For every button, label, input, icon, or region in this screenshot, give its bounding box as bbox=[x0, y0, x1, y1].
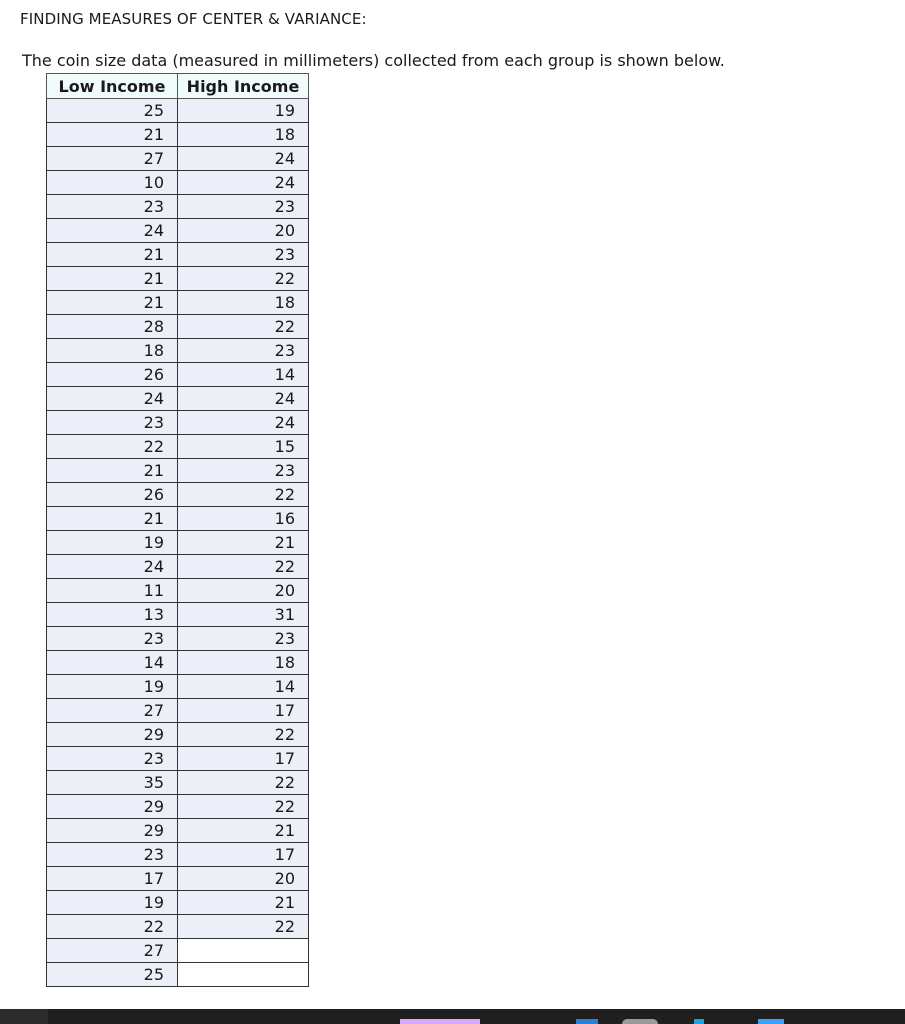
high-income-cell: 14 bbox=[178, 675, 309, 699]
high-income-cell: 22 bbox=[178, 483, 309, 507]
table-row bbox=[47, 435, 309, 459]
table-row bbox=[47, 339, 309, 363]
coin-size-table-container[interactable] bbox=[46, 73, 309, 1009]
table-row bbox=[47, 627, 309, 651]
high-income-cell: 23 bbox=[178, 627, 309, 651]
table-row bbox=[47, 411, 309, 435]
table-row bbox=[47, 387, 309, 411]
high-income-cell: 22 bbox=[178, 723, 309, 747]
low-income-cell: 26 bbox=[47, 363, 178, 387]
table-row bbox=[47, 795, 309, 819]
high-income-cell: 15 bbox=[178, 435, 309, 459]
table-row bbox=[47, 939, 309, 963]
table-row bbox=[47, 555, 309, 579]
app-icon-5[interactable] bbox=[758, 1019, 784, 1024]
low-income-cell: 18 bbox=[47, 339, 178, 363]
low-income-cell: 23 bbox=[47, 747, 178, 771]
table-row bbox=[47, 483, 309, 507]
high-income-cell: 22 bbox=[178, 915, 309, 939]
high-income-cell: 23 bbox=[178, 339, 309, 363]
table-row bbox=[47, 219, 309, 243]
high-income-cell: 20 bbox=[178, 219, 309, 243]
low-income-cell: 25 bbox=[47, 99, 178, 123]
low-income-cell: 21 bbox=[47, 459, 178, 483]
table-row bbox=[47, 579, 309, 603]
high-income-cell: 24 bbox=[178, 387, 309, 411]
table-header-row bbox=[47, 74, 309, 99]
low-income-cell: 25 bbox=[47, 963, 178, 987]
low-income-cell: 23 bbox=[47, 195, 178, 219]
low-income-cell: 21 bbox=[47, 123, 178, 147]
app-icon-2[interactable] bbox=[576, 1019, 598, 1024]
low-income-cell: 24 bbox=[47, 219, 178, 243]
low-income-cell: 29 bbox=[47, 795, 178, 819]
high-income-cell: 31 bbox=[178, 603, 309, 627]
low-income-cell: 24 bbox=[47, 387, 178, 411]
low-income-cell: 13 bbox=[47, 603, 178, 627]
taskbar-start-area[interactable] bbox=[0, 1009, 48, 1024]
table-row bbox=[47, 243, 309, 267]
table-row bbox=[47, 867, 309, 891]
table-row bbox=[47, 99, 309, 123]
table-row bbox=[47, 531, 309, 555]
table-row bbox=[47, 315, 309, 339]
table-row bbox=[47, 891, 309, 915]
high-income-cell: 23 bbox=[178, 243, 309, 267]
high-income-cell: 20 bbox=[178, 579, 309, 603]
low-income-cell: 23 bbox=[47, 843, 178, 867]
table-row bbox=[47, 195, 309, 219]
high-income-cell: 24 bbox=[178, 147, 309, 171]
high-income-cell: 22 bbox=[178, 771, 309, 795]
table-row bbox=[47, 915, 309, 939]
high-income-cell: 17 bbox=[178, 843, 309, 867]
table-row bbox=[47, 507, 309, 531]
low-income-cell: 21 bbox=[47, 291, 178, 315]
low-income-cell: 21 bbox=[47, 243, 178, 267]
app-icon-4[interactable] bbox=[694, 1019, 704, 1024]
low-income-cell: 28 bbox=[47, 315, 178, 339]
low-income-cell: 21 bbox=[47, 507, 178, 531]
table-row bbox=[47, 123, 309, 147]
high-income-cell: 18 bbox=[178, 123, 309, 147]
high-income-cell: 22 bbox=[178, 555, 309, 579]
high-income-cell: 20 bbox=[178, 867, 309, 891]
low-income-cell: 23 bbox=[47, 627, 178, 651]
table-row bbox=[47, 699, 309, 723]
app-icon-1[interactable] bbox=[400, 1019, 480, 1024]
low-income-cell: 26 bbox=[47, 483, 178, 507]
column-header-low-income: Low Income bbox=[47, 74, 178, 99]
low-income-cell: 19 bbox=[47, 891, 178, 915]
high-income-cell: 18 bbox=[178, 291, 309, 315]
table-row bbox=[47, 651, 309, 675]
table-row bbox=[47, 147, 309, 171]
low-income-cell: 21 bbox=[47, 267, 178, 291]
high-income-cell: 21 bbox=[178, 531, 309, 555]
table-row bbox=[47, 723, 309, 747]
low-income-cell: 19 bbox=[47, 675, 178, 699]
low-income-cell: 23 bbox=[47, 411, 178, 435]
high-income-cell: 24 bbox=[178, 411, 309, 435]
high-income-cell bbox=[178, 939, 309, 963]
high-income-cell: 17 bbox=[178, 699, 309, 723]
table-row bbox=[47, 675, 309, 699]
table-row bbox=[47, 771, 309, 795]
low-income-cell: 29 bbox=[47, 723, 178, 747]
table-row bbox=[47, 267, 309, 291]
column-header-high-income: High Income bbox=[178, 74, 309, 99]
low-income-cell: 27 bbox=[47, 939, 178, 963]
high-income-cell: 18 bbox=[178, 651, 309, 675]
high-income-cell: 23 bbox=[178, 195, 309, 219]
intro-text: The coin size data (measured in millimeters) collected from each group is shown below. bbox=[22, 51, 725, 70]
high-income-cell: 23 bbox=[178, 459, 309, 483]
high-income-cell: 17 bbox=[178, 747, 309, 771]
table-row bbox=[47, 747, 309, 771]
low-income-cell: 22 bbox=[47, 435, 178, 459]
high-income-cell bbox=[178, 963, 309, 987]
low-income-cell: 27 bbox=[47, 147, 178, 171]
taskbar bbox=[0, 1009, 905, 1024]
app-icon-3[interactable] bbox=[622, 1019, 658, 1024]
high-income-cell: 14 bbox=[178, 363, 309, 387]
table-row bbox=[47, 291, 309, 315]
high-income-cell: 22 bbox=[178, 795, 309, 819]
high-income-cell: 22 bbox=[178, 267, 309, 291]
high-income-cell: 16 bbox=[178, 507, 309, 531]
low-income-cell: 27 bbox=[47, 699, 178, 723]
low-income-cell: 10 bbox=[47, 171, 178, 195]
table-row bbox=[47, 819, 309, 843]
low-income-cell: 35 bbox=[47, 771, 178, 795]
table-row bbox=[47, 603, 309, 627]
low-income-cell: 22 bbox=[47, 915, 178, 939]
high-income-cell: 22 bbox=[178, 315, 309, 339]
coin-size-table bbox=[46, 73, 309, 987]
high-income-cell: 19 bbox=[178, 99, 309, 123]
high-income-cell: 24 bbox=[178, 171, 309, 195]
table-row bbox=[47, 963, 309, 987]
table-row bbox=[47, 363, 309, 387]
low-income-cell: 11 bbox=[47, 579, 178, 603]
table-row bbox=[47, 459, 309, 483]
page-heading: FINDING MEASURES OF CENTER & VARIANCE: bbox=[20, 10, 367, 28]
low-income-cell: 17 bbox=[47, 867, 178, 891]
low-income-cell: 14 bbox=[47, 651, 178, 675]
low-income-cell: 29 bbox=[47, 819, 178, 843]
low-income-cell: 24 bbox=[47, 555, 178, 579]
high-income-cell: 21 bbox=[178, 819, 309, 843]
table-row bbox=[47, 171, 309, 195]
low-income-cell: 19 bbox=[47, 531, 178, 555]
high-income-cell: 21 bbox=[178, 891, 309, 915]
table-row bbox=[47, 843, 309, 867]
table-body bbox=[47, 99, 309, 987]
